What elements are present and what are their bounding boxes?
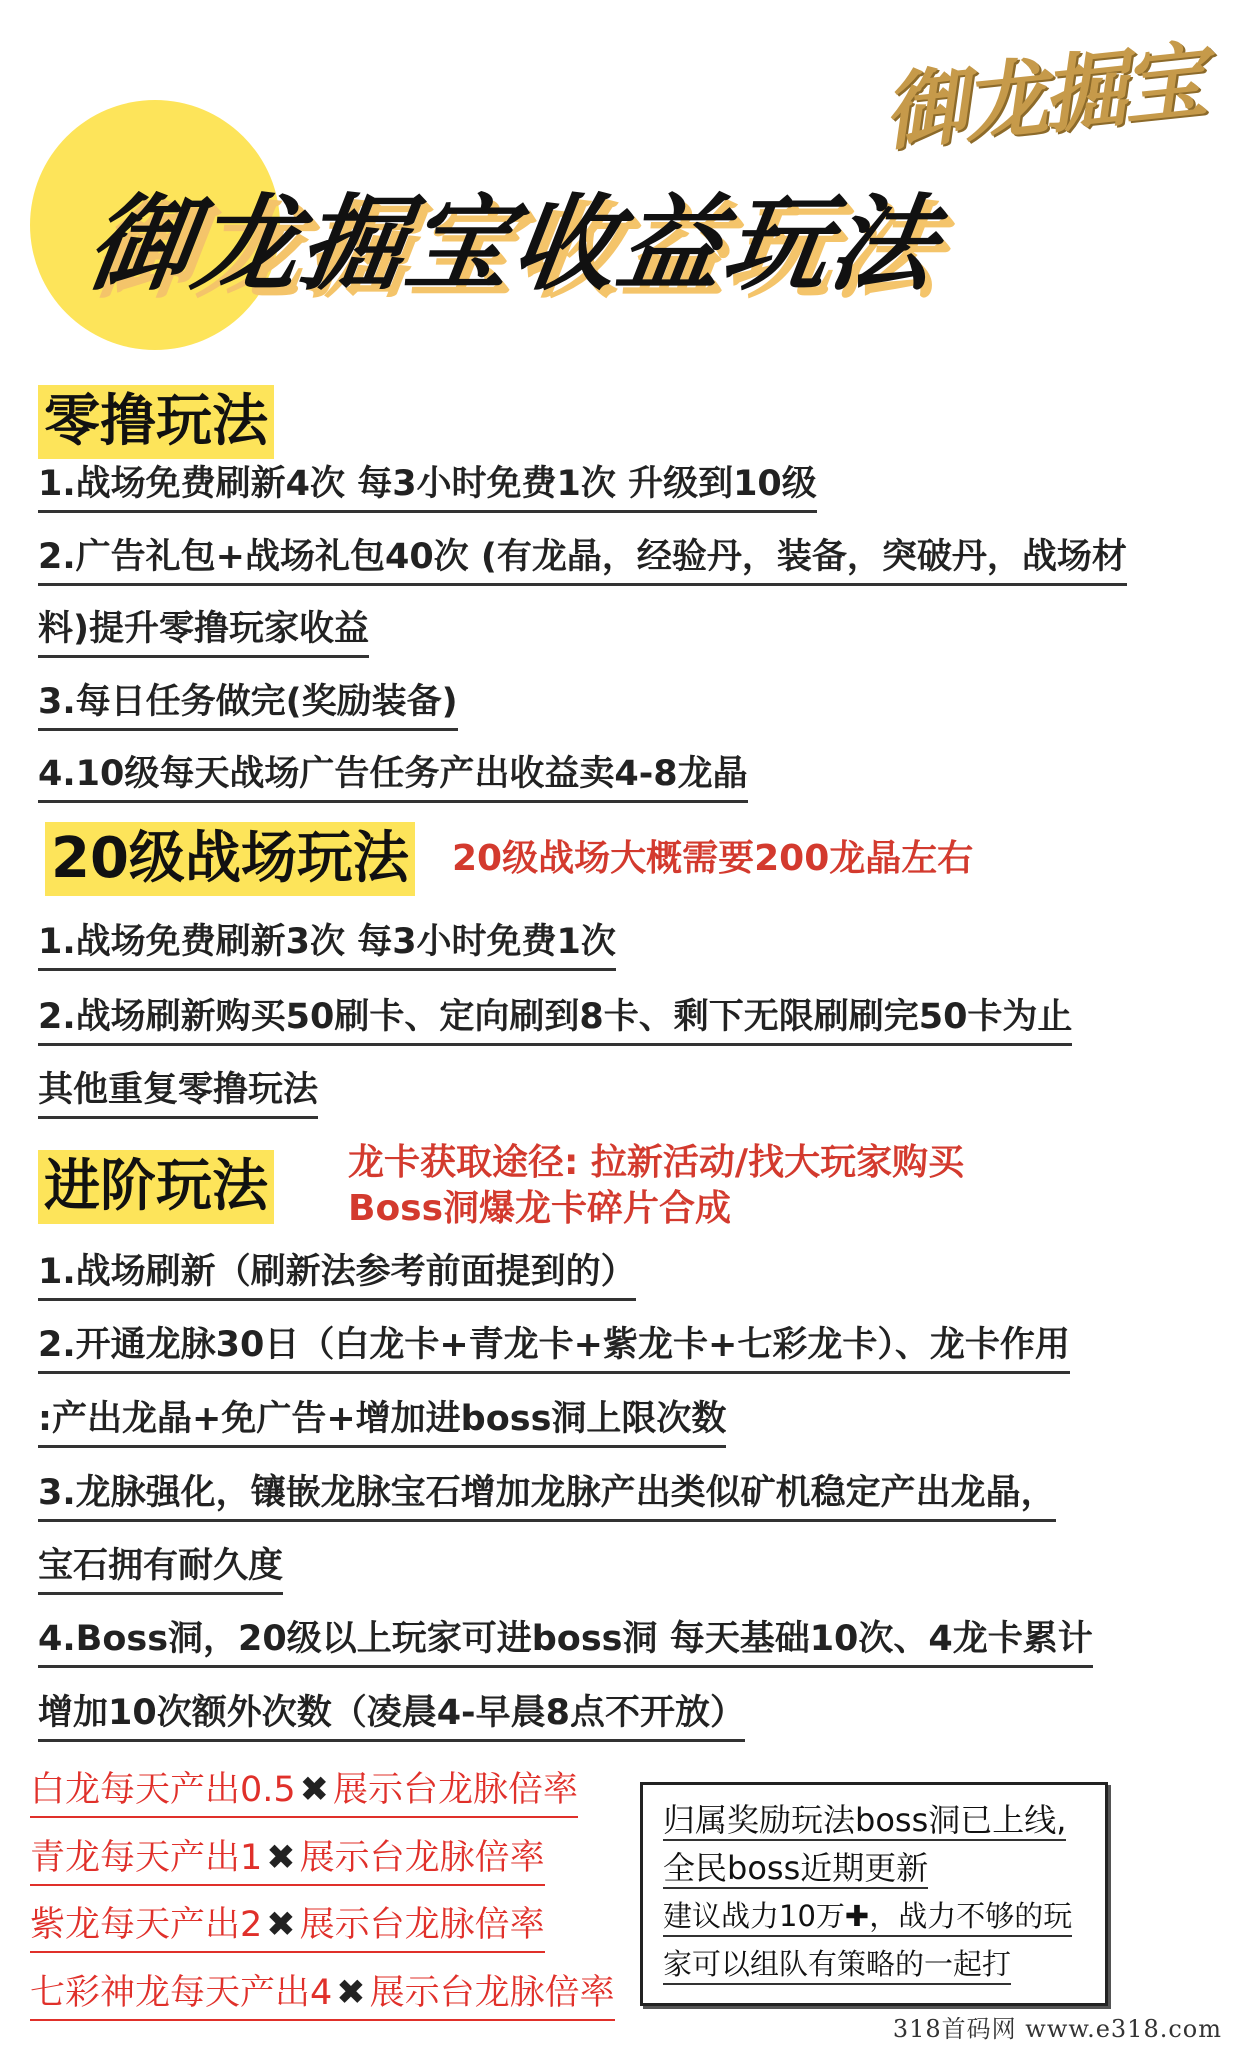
dragon-output-label: 白龙每天产出0.5 [30,1770,296,1810]
section-heading-level20: 20级战场玩法 [45,822,415,896]
multiply-icon: ✖ [336,1973,366,2013]
section-heading-advanced: 进阶玩法 [38,1150,274,1224]
dragon-output-white [30,1768,578,1818]
dragon-output-rate: 展示台龙脉倍率 [299,1838,545,1878]
advanced-line-4: 3.龙脉强化，镶嵌龙脉宝石增加龙脉产出类似矿机稳定产出龙晶， [38,1471,1056,1522]
advanced-line-2: 2.开通龙脉30日（白龙卡+青龙卡+紫龙卡+七彩龙卡）、龙卡作用 [38,1323,1070,1374]
page-title: 御龙掘宝收益玩法 [80,183,946,305]
advanced-line-3: :产出龙晶+免广告+增加进boss洞上限次数 [38,1397,726,1448]
dragon-output-rainbow [30,1971,615,2021]
dragon-output-label: 七彩神龙每天产出4 [30,1973,333,2013]
dragon-output-rate: 展示台龙脉倍率 [299,1905,545,1945]
dragon-output-rate: 展示台龙脉倍率 [333,1770,579,1810]
info-line-3: 建议战力10万✚，战力不够的玩 [663,1897,1072,1937]
zero-line-5: 4.10级每天战场广告任务产出收益卖4-8龙晶 [38,752,748,803]
level20-line-2: 2.战场刷新购买50刷卡、定向刷到8卡、剩下无限刷刷完50卡为止 [38,995,1072,1046]
info-box [640,1782,1108,2006]
dragon-output-purple [30,1903,545,1953]
logo: 御龙掘宝 [878,30,1207,163]
advanced-note-2: Boss洞爆龙卡碎片合成 [348,1188,732,1229]
info-line-2: 全民boss近期更新 [663,1849,929,1887]
dragon-output-label: 青龙每天产出1 [30,1838,263,1878]
multiply-icon: ✖ [266,1905,296,1945]
advanced-line-6: 4.Boss洞，20级以上玩家可进boss洞 每天基础10次、4龙卡累计 [38,1617,1093,1668]
advanced-line-5: 宝石拥有耐久度 [38,1544,283,1595]
zero-line-1: 1.战场免费刷新4次 每3小时免费1次 升级到10级 [38,462,817,513]
advanced-line-1: 1.战场刷新（刷新法参考前面提到的） [38,1250,636,1301]
multiply-icon: ✖ [266,1838,296,1878]
multiply-icon: ✖ [299,1770,329,1810]
zero-line-2: 2.广告礼包+战场礼包40次 (有龙晶，经验丹，装备，突破丹，战场材 [38,535,1127,586]
level20-line-3: 其他重复零撸玩法 [38,1068,318,1119]
advanced-line-7: 增加10次额外次数（凌晨4-早晨8点不开放） [38,1691,745,1742]
dragon-output-azure [30,1836,545,1886]
level20-line-1: 1.战场免费刷新3次 每3小时免费1次 [38,920,616,971]
dragon-output-label: 紫龙每天产出2 [30,1905,263,1945]
info-line-1: 归属奖励玩法boss洞已上线, [663,1801,1067,1839]
watermark: 318首码网 www.e318.com [892,2015,1222,2043]
advanced-note-1: 龙卡获取途径: 拉新活动/找大玩家购买 [348,1142,965,1183]
zero-line-4: 3.每日任务做完(奖励装备) [38,680,458,731]
zero-line-3: 料)提升零撸玩家收益 [38,607,369,658]
info-line-4: 家可以组队有策略的一起打 [663,1945,1011,1985]
section-heading-zero: 零撸玩法 [38,385,274,459]
dragon-output-rate: 展示台龙脉倍率 [369,1973,615,2013]
level20-note: 20级战场大概需要200龙晶左右 [452,838,974,879]
